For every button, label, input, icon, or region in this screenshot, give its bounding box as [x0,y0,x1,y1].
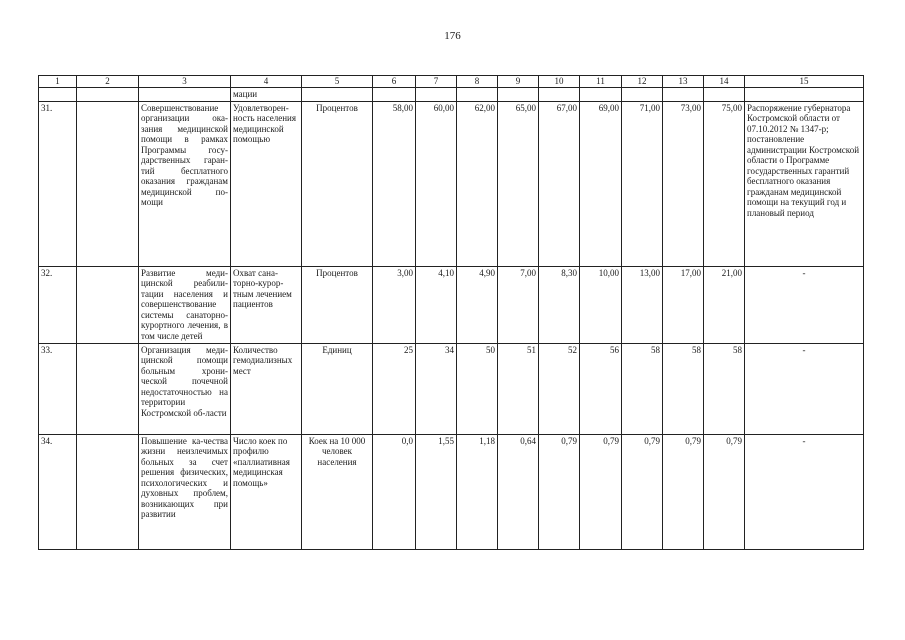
row-col2 [77,101,139,266]
row-measure: Организация меди-цинской помощи больным хрони-ческой почечной недостаточностью на территории Костромской об-ласти [139,343,231,434]
column-header: 4 [231,76,302,88]
row-unit: Процентов [302,101,373,266]
row-measure: Совершенствование организации ока-зания медицинской помощи в рамках Программы госу-дарственных гаран-тий бесплатного оказания гражданам медицинской по-мощи [139,101,231,266]
row-measure: Повышение ка-чества жизни неизлечимых больных за счет решения физических, психологических и духовных проблем, возникающих при развитии [139,434,231,549]
header-row [39,76,864,88]
indicators-table [38,75,864,550]
row-value: 71,00 [622,101,663,266]
page-number: 176 [444,30,461,42]
row-value: 60,00 [416,101,457,266]
row-value: 69,00 [580,101,622,266]
row-value: 50 [457,343,498,434]
row-value: 0,0 [373,434,416,549]
row-value: 0,79 [580,434,622,549]
continuation-row [39,87,864,101]
column-header: 10 [539,76,580,88]
row-value: 73,00 [663,101,704,266]
row-value: 58 [704,343,745,434]
column-header: 8 [457,76,498,88]
row-number: 31. [39,101,77,266]
row-value: 62,00 [457,101,498,266]
row-unit: Процентов [302,266,373,343]
row-value: 17,00 [663,266,704,343]
column-header: 15 [745,76,864,88]
row-value: 3,00 [373,266,416,343]
row-value: 1,18 [457,434,498,549]
row-value: 0,79 [663,434,704,549]
row-indicator: Удовлетворен-ность населения медицинской помощью [231,101,302,266]
row-value: 13,00 [622,266,663,343]
row-value: 8,30 [539,266,580,343]
table-row [39,101,864,266]
row-document: - [745,266,864,343]
continuation-text: мации [231,87,302,101]
column-header: 2 [77,76,139,88]
row-col2 [77,343,139,434]
column-header: 13 [663,76,704,88]
column-header: 5 [302,76,373,88]
row-value: 52 [539,343,580,434]
row-value: 58 [622,343,663,434]
row-number: 33. [39,343,77,434]
row-value: 25 [373,343,416,434]
row-measure: Развитие меди-цинской реабили-тации населения и совершенствование системы санаторно-курортного лечения, в том числе детей [139,266,231,343]
row-value: 21,00 [704,266,745,343]
table-row [39,434,864,549]
row-value: 4,90 [457,266,498,343]
column-header: 9 [498,76,539,88]
row-value: 67,00 [539,101,580,266]
column-header: 11 [580,76,622,88]
row-indicator: Количество гемодиализных мест [231,343,302,434]
row-value: 0,64 [498,434,539,549]
row-value: 0,79 [622,434,663,549]
row-value: 4,10 [416,266,457,343]
row-value: 0,79 [704,434,745,549]
row-value: 65,00 [498,101,539,266]
row-value: 51 [498,343,539,434]
row-number: 34. [39,434,77,549]
column-header: 7 [416,76,457,88]
column-header: 6 [373,76,416,88]
row-indicator: Число коек по профилю «паллиативная медицинская помощь» [231,434,302,549]
column-header: 14 [704,76,745,88]
row-value: 1,55 [416,434,457,549]
column-header: 12 [622,76,663,88]
column-header: 3 [139,76,231,88]
row-document: Распоряжение губернатора Костромской области от 07.10.2012 № 1347-р; постановление администрации Костромской области о Программе государственных гарантий бесплатного оказания гражданам медицинской помощи на текущий год и плановый период [745,101,864,266]
row-value: 58 [663,343,704,434]
column-header: 1 [39,76,77,88]
row-value: 56 [580,343,622,434]
row-number: 32. [39,266,77,343]
row-document: - [745,343,864,434]
row-document: - [745,434,864,549]
row-unit: Единиц [302,343,373,434]
row-indicator: Охват сана-торно-курор-тным лечением пациентов [231,266,302,343]
row-value: 0,79 [539,434,580,549]
row-value: 58,00 [373,101,416,266]
row-value: 7,00 [498,266,539,343]
row-value: 75,00 [704,101,745,266]
row-value: 34 [416,343,457,434]
table-row [39,343,864,434]
row-col2 [77,266,139,343]
row-unit: Коек на 10 000 человек населения [302,434,373,549]
table-row [39,266,864,343]
row-value: 10,00 [580,266,622,343]
row-col2 [77,434,139,549]
